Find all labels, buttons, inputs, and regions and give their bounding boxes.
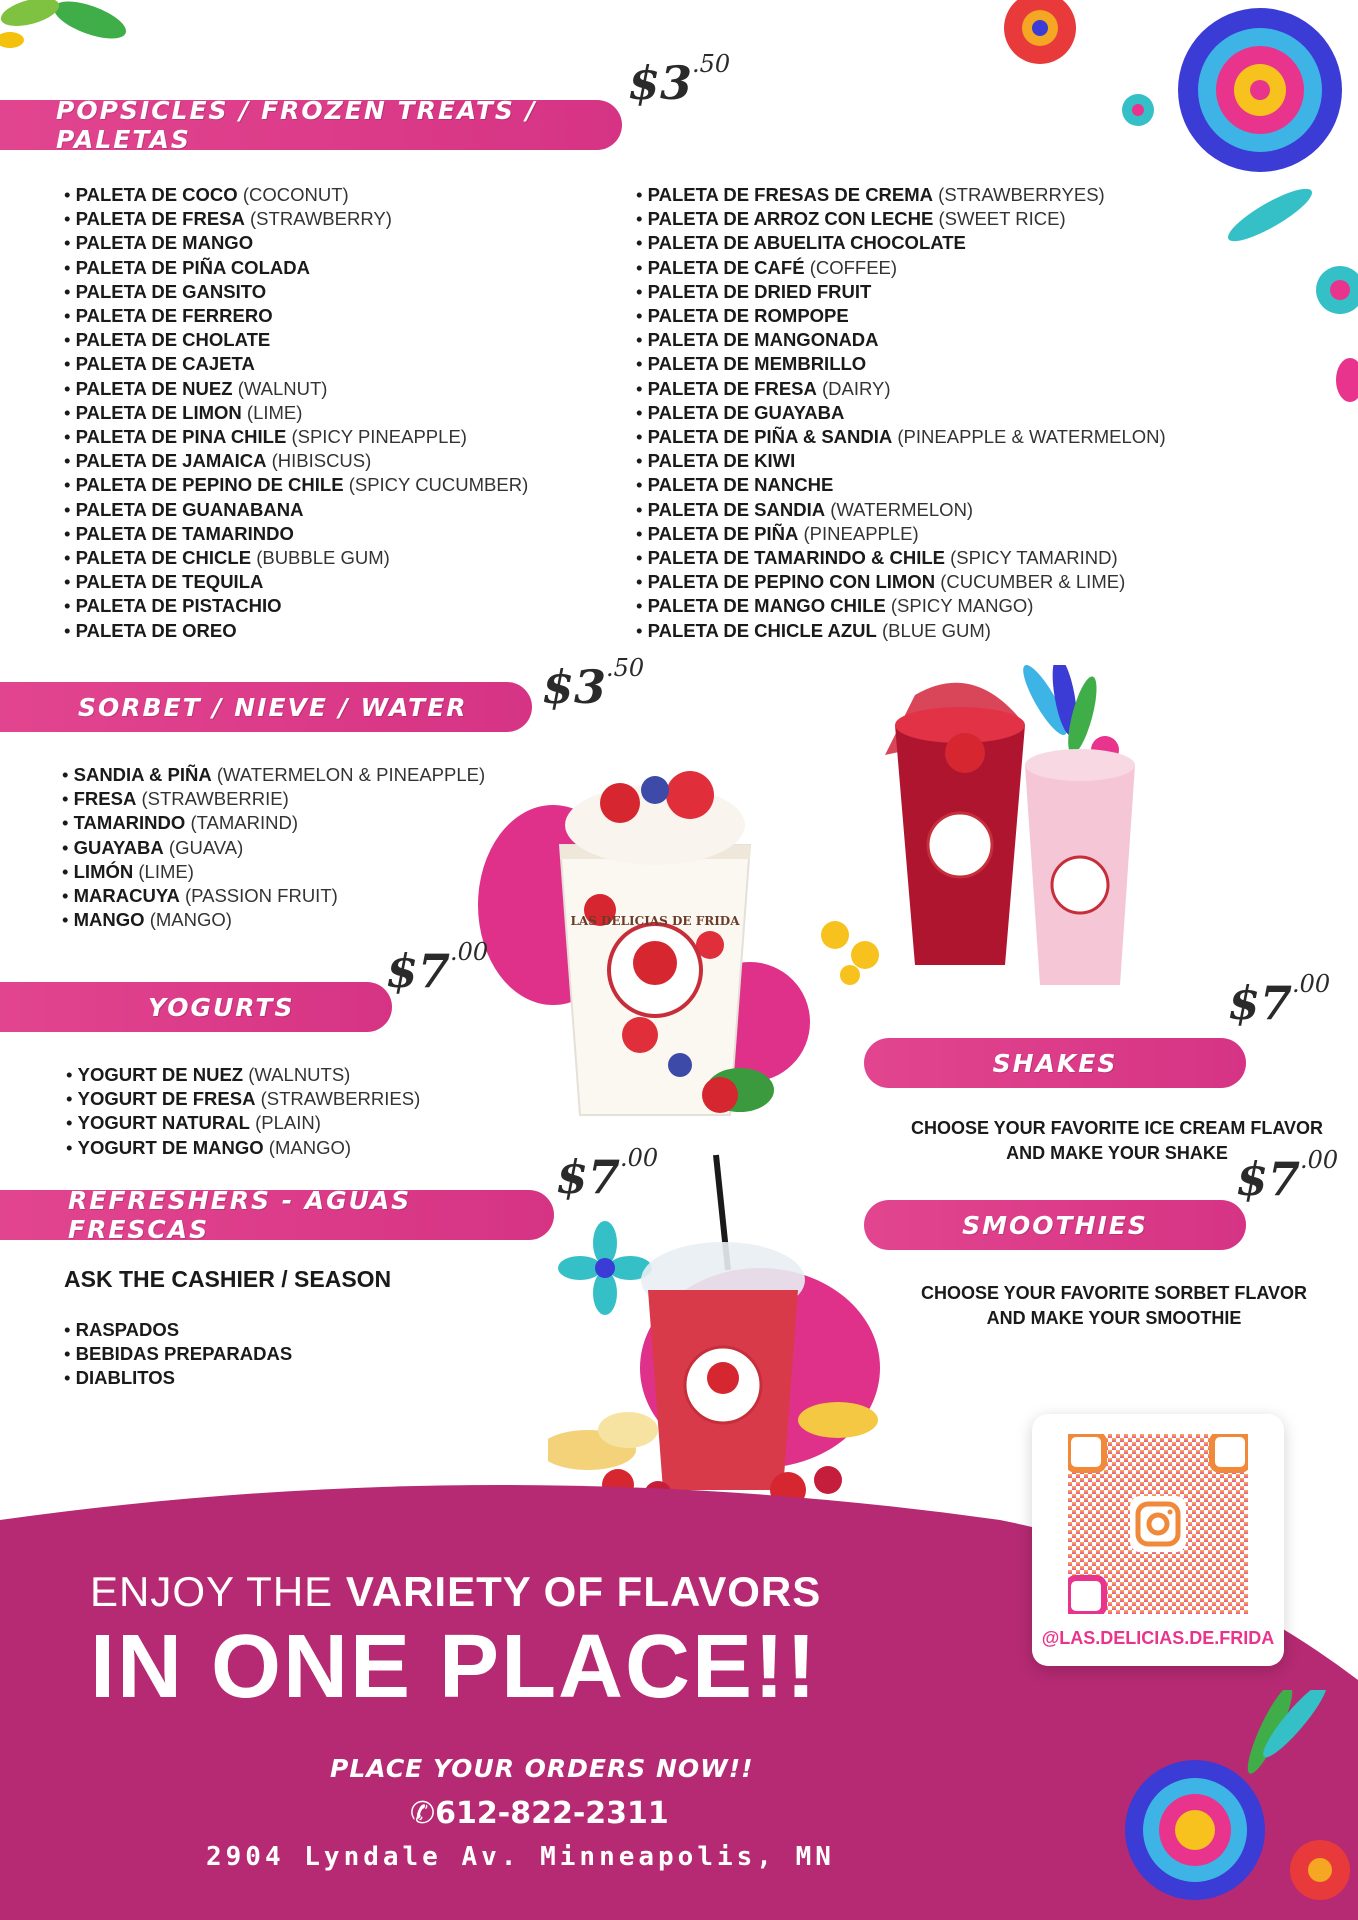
item-description: (WATERMELON) <box>830 498 974 520</box>
item-name: PALETA DE PIÑA <box>647 522 799 544</box>
item-description: (GUAVA) <box>168 836 244 858</box>
phone-icon: ✆ <box>410 1796 436 1831</box>
refreshers-price: $\$7^{.00}$ <box>556 1144 659 1204</box>
popsicles-list-right <box>636 183 1166 643</box>
list-item <box>636 425 1166 449</box>
sorbet-banner <box>0 682 532 732</box>
item-name: PALETA DE MEMBRILLO <box>647 353 867 375</box>
sorbet-list <box>62 763 485 932</box>
item-description: (DAIRY) <box>822 377 891 399</box>
yogurts-price: $\$7^{.00}$ <box>386 938 489 998</box>
item-name: PALETA DE TAMARINDO & CHILE <box>647 547 945 569</box>
list-item <box>636 473 1166 497</box>
list-item <box>636 280 1166 304</box>
item-name: PALETA DE COCO <box>75 184 238 205</box>
item-description: (HIBISCUS) <box>271 450 372 472</box>
item-description: (PLAIN) <box>255 1112 321 1134</box>
list-item <box>64 1366 292 1390</box>
item-name: PALETA DE FERRERO <box>75 305 273 327</box>
item-name: DIABLITOS <box>75 1367 175 1389</box>
footer-phone-row[interactable] <box>410 1796 669 1831</box>
item-name: PALETA DE PINA CHILE <box>75 426 287 448</box>
list-item <box>64 183 528 207</box>
item-description: (PINEAPPLE) <box>803 522 919 544</box>
item-name: PALETA DE ROMPOPE <box>647 305 849 327</box>
list-item <box>636 183 1166 207</box>
item-description: (LIME) <box>138 860 194 882</box>
item-name: FRESA <box>73 788 137 810</box>
item-description: (CUCUMBER & LIME) <box>940 571 1126 593</box>
smoothies-banner <box>864 1200 1246 1250</box>
phone-number[interactable]: 612-822-2311 <box>435 1796 669 1831</box>
popsicles-price: $\$3^{.50}$ <box>628 50 731 110</box>
list-item <box>636 256 1166 280</box>
item-description: (SPICY TAMARIND) <box>950 547 1118 569</box>
list-item <box>64 401 528 425</box>
item-name: PALETA DE LIMON <box>75 401 242 423</box>
list-item <box>66 1136 420 1160</box>
shakes-price: $\$7^{.00}$ <box>1228 970 1331 1030</box>
list-item <box>62 884 485 908</box>
list-item <box>62 763 485 787</box>
qr-card[interactable] <box>1032 1414 1284 1666</box>
list-item <box>636 522 1166 546</box>
item-name: PALETA DE CAJETA <box>75 353 255 375</box>
item-name: PALETA DE PIÑA COLADA <box>75 256 310 278</box>
yogurts-title: YOGURTS <box>148 992 295 1022</box>
item-name: PALETA DE MANGONADA <box>647 329 879 351</box>
list-item <box>64 280 528 304</box>
popsicles-banner <box>0 96 622 154</box>
item-description: (STRAWBERRIE) <box>141 788 289 810</box>
list-item <box>64 231 528 255</box>
list-item <box>636 594 1166 618</box>
item-name: BEBIDAS PREPARADAS <box>75 1343 293 1365</box>
item-name: PALETA DE TEQUILA <box>75 571 264 593</box>
list-item <box>636 498 1166 522</box>
item-name: PALETA DE KIWI <box>647 450 796 472</box>
list-item <box>636 328 1166 352</box>
list-item <box>64 352 528 376</box>
list-item <box>66 1111 420 1135</box>
yogurt-cup-image <box>530 735 780 1135</box>
item-name: YOGURT NATURAL <box>77 1112 250 1134</box>
list-item <box>64 498 528 522</box>
item-name: PALETA DE CHOLATE <box>75 329 271 351</box>
item-name: PALETA DE PIÑA & SANDIA <box>647 426 893 448</box>
list-item <box>636 401 1166 425</box>
item-name: PALETA DE PISTACHIO <box>75 595 282 617</box>
item-description: (STRAWBERRY) <box>250 208 392 230</box>
list-item <box>64 1342 292 1366</box>
list-item <box>62 860 485 884</box>
list-item <box>62 787 485 811</box>
item-name: YOGURT DE NUEZ <box>77 1064 244 1085</box>
item-description: (WALNUTS) <box>248 1064 351 1085</box>
item-description: (WALNUT) <box>237 377 328 399</box>
item-name: MARACUYA <box>73 885 180 907</box>
footer-cta: PLACE YOUR ORDERS NOW!! <box>330 1754 754 1783</box>
item-description: (PINEAPPLE & WATERMELON) <box>897 426 1166 448</box>
list-item <box>64 570 528 594</box>
list-item <box>64 377 528 401</box>
yogurt-cup-logo: LAS DELICIAS DE FRIDA <box>570 914 740 928</box>
flower-decoration-bottom-right <box>1120 1690 1358 1920</box>
list-item <box>64 425 528 449</box>
item-name: PALETA DE GANSITO <box>75 280 267 302</box>
item-name: PALETA DE FRESA <box>647 377 817 399</box>
item-name: PALETA DE CHICLE <box>75 547 252 569</box>
yogurts-list <box>66 1063 420 1160</box>
item-name: MANGO <box>73 909 145 931</box>
item-description: (WATERMELON & PINEAPPLE) <box>216 764 486 785</box>
item-name: GUAYABA <box>73 836 164 858</box>
instagram-icon <box>1168 1510 1173 1515</box>
leaves-decoration <box>0 0 170 70</box>
item-name: RASPADOS <box>75 1319 180 1340</box>
yogurts-banner <box>0 982 392 1032</box>
item-description: (SPICY PINEAPPLE) <box>291 426 467 448</box>
item-name: LIMÓN <box>73 860 134 882</box>
list-item <box>636 570 1166 594</box>
item-name: PALETA DE DRIED FRUIT <box>647 280 872 302</box>
list-item <box>62 908 485 932</box>
item-name: PALETA DE FRESA <box>75 208 245 230</box>
item-name: YOGURT DE MANGO <box>77 1136 264 1158</box>
item-description: (COCONUT) <box>242 184 349 205</box>
list-item <box>64 522 528 546</box>
refreshers-title: REFRESHERS - AGUAS FRESCAS <box>68 1186 412 1244</box>
item-name: YOGURT DE FRESA <box>77 1088 256 1110</box>
item-name: PALETA DE CHICLE AZUL <box>647 619 877 641</box>
smoothies-price: $\$7^{.00}$ <box>1236 1146 1339 1206</box>
sorbet-title: SORBET / NIEVE / WATER <box>78 692 468 722</box>
item-description: (SPICY CUCUMBER) <box>348 474 529 496</box>
list-item <box>64 546 528 570</box>
list-item <box>636 304 1166 328</box>
item-name: PALETA DE NUEZ <box>75 377 233 399</box>
list-item <box>64 449 528 473</box>
item-name: PALETA DE PEPINO CON LIMON <box>647 571 936 593</box>
drinks-splash-image <box>795 665 1165 995</box>
item-description: (MANGO) <box>149 909 232 931</box>
list-item <box>62 836 485 860</box>
item-description: (MANGO) <box>268 1136 352 1158</box>
instagram-handle[interactable]: @LAS.DELICIAS.DE.FRIDA <box>1041 1628 1275 1648</box>
list-item <box>62 811 485 835</box>
refreshers-list <box>64 1318 292 1391</box>
list-item <box>64 304 528 328</box>
qr-code-image <box>1068 1434 1248 1614</box>
item-description: (LIME) <box>246 401 303 423</box>
item-description: (PASSION FRUIT) <box>184 885 338 907</box>
list-item <box>64 619 528 643</box>
refreshers-banner <box>0 1186 554 1244</box>
item-name: PALETA DE OREO <box>75 619 237 641</box>
list-item <box>64 1318 292 1342</box>
list-item <box>636 207 1166 231</box>
item-name: PALETA DE ABUELITA CHOCOLATE <box>647 232 966 254</box>
item-name: PALETA DE TAMARINDO <box>75 522 294 544</box>
item-description: (COFFEE) <box>809 256 898 278</box>
smoothie-cup-image <box>548 1144 888 1520</box>
item-description: (BLUE GUM) <box>881 619 991 641</box>
list-item <box>64 256 528 280</box>
list-item <box>636 619 1166 643</box>
item-name: PALETA DE GUAYABA <box>647 401 845 423</box>
item-name: PALETA DE MANGO CHILE <box>647 595 886 617</box>
refreshers-note: ASK THE CASHIER / SEASON <box>64 1266 392 1292</box>
footer-address: 2904 Lyndale Av. Minneapolis, MN <box>206 1842 835 1872</box>
item-description: (STRAWBERRIES) <box>260 1088 421 1110</box>
item-name: PALETA DE PEPINO DE CHILE <box>75 474 344 496</box>
item-name: SANDIA & PIÑA <box>73 764 212 785</box>
shakes-banner <box>864 1038 1246 1088</box>
item-description: (SPICY MANGO) <box>890 595 1034 617</box>
popsicles-title: POPSICLES / FROZEN TREATS / PALETAS <box>56 96 537 154</box>
list-item <box>636 231 1166 255</box>
shakes-description: CHOOSE YOUR FAVORITE ICE CREAM FLAVOR AND MAKE YOUR SHAKE <box>910 1118 1324 1163</box>
item-name: TAMARINDO <box>73 812 186 834</box>
smoothies-description: CHOOSE YOUR FAVORITE SORBET FLAVOR AND MAKE YOUR SMOOTHIE <box>920 1283 1308 1328</box>
item-description: (STRAWBERRYES) <box>938 184 1105 205</box>
list-item <box>636 377 1166 401</box>
list-item <box>64 328 528 352</box>
list-item <box>64 473 528 497</box>
item-name: PALETA DE ARROZ CON LECHE <box>647 208 934 230</box>
item-description: (BUBBLE GUM) <box>256 547 390 569</box>
list-item <box>636 546 1166 570</box>
item-name: PALETA DE FRESAS DE CREMA <box>647 184 934 205</box>
item-name: PALETA DE JAMAICA <box>75 450 267 472</box>
list-item <box>636 449 1166 473</box>
item-name: PALETA DE GUANABANA <box>75 498 304 520</box>
sorbet-price: $\$3^{.50}$ <box>542 654 645 714</box>
item-description: (TAMARIND) <box>190 812 298 834</box>
list-item <box>66 1063 420 1087</box>
list-item <box>66 1087 420 1111</box>
item-name: PALETA DE CAFÉ <box>647 256 805 278</box>
shakes-title: SHAKES <box>992 1048 1118 1078</box>
item-name: PALETA DE SANDIA <box>647 498 826 520</box>
list-item <box>636 352 1166 376</box>
popsicles-list-left <box>64 183 528 643</box>
item-name: PALETA DE MANGO <box>75 232 254 254</box>
footer-headline: IN ONE PLACE!! <box>90 1617 819 1717</box>
item-name: PALETA DE NANCHE <box>647 474 834 496</box>
smoothies-title: SMOOTHIES <box>962 1210 1148 1240</box>
item-description: (SWEET RICE) <box>938 208 1066 230</box>
list-item <box>64 594 528 618</box>
footer-tagline: ENJOY THE VARIETY OF FLAVORS <box>90 1568 822 1615</box>
list-item <box>64 207 528 231</box>
